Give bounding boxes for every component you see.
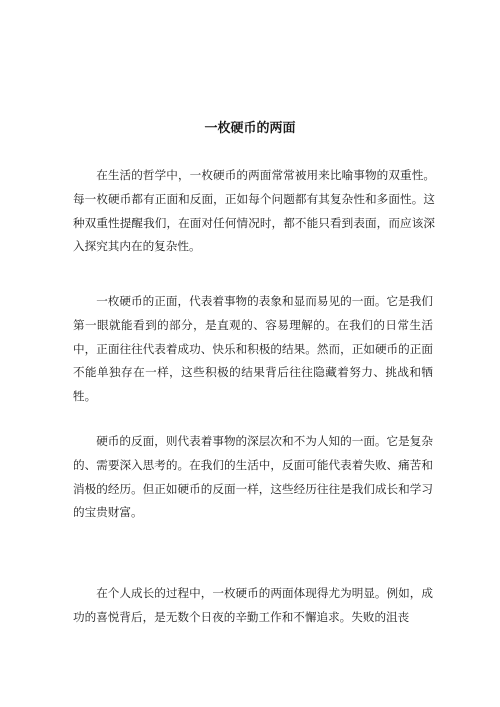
paragraph-4: 在个人成长的过程中，一枚硬币的两面体现得尤为明显。例如，成功的喜悦背后，是无数个日夜的辛勤工作和不懈追求。失败的沮丧 [73,586,433,624]
document-title: 一枚硬币的两面 [204,121,296,136]
paragraph-2: 一枚硬币的正面，代表着事物的表象和显而易见的一面。它是我们第一眼就能看到的部分，是直观的、容易理解的。在我们的日常生活中，正面往往代表着成功、快乐和积极的结果。然而，正如硬币的正面不能单独存在一样，这些积极的结果背后往往隐藏着努力、挑战和牺牲。 [73,294,433,404]
paragraph-3: 硬币的反面，则代表着事物的深层次和不为人知的一面。它是复杂的、需要深入思考的。在我们的生活中，反面可能代表着失败、痛苦和消极的经历。但正如硬币的反面一样，这些经历往往是我们成长和学习的宝贵财富。 [73,434,433,520]
paragraph-1: 在生活的哲学中，一枚硬币的两面常常被用来比喻事物的双重性。每一枚硬币都有正面和反面，正如每个问题都有其复杂性和多面性。这种双重性提醒我们，在面对任何情况时，都不能只看到表面，而应该深入探究其内在的复杂性。 [73,168,435,254]
